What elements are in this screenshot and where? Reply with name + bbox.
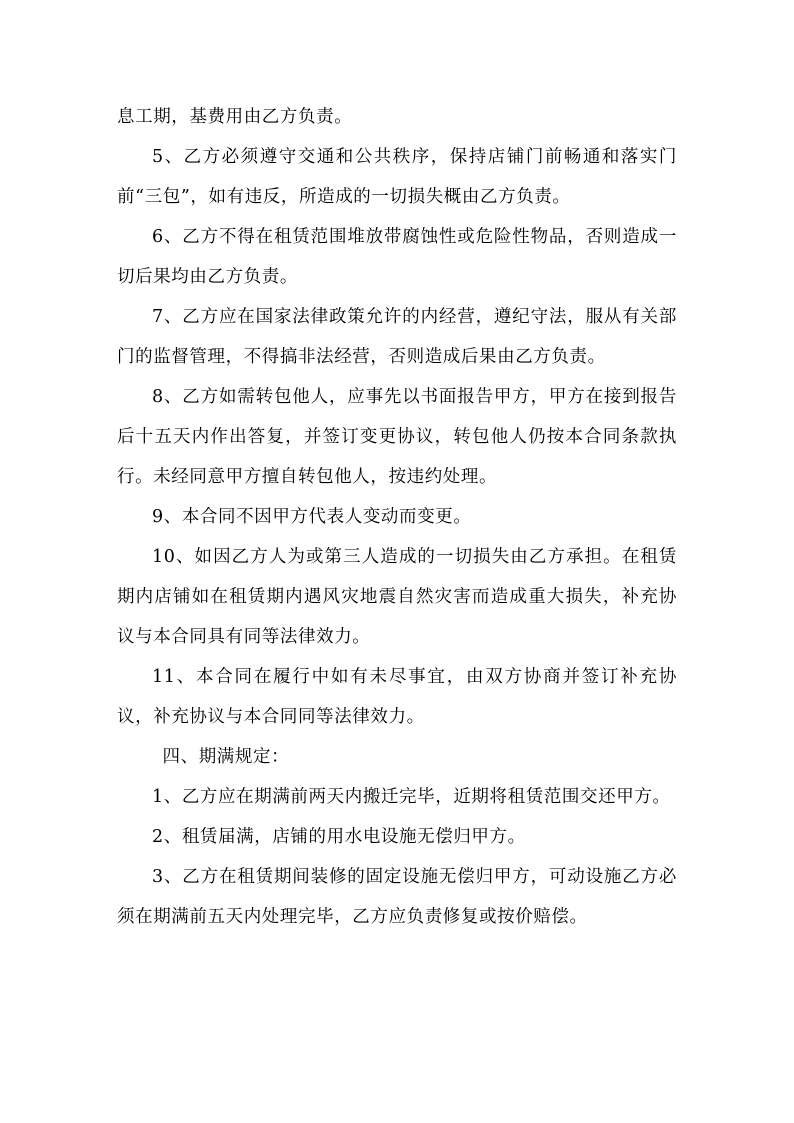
clause-7: 7、乙方应在国家法律政策允许的内经营，遵纪守法，服从有关部门的监督管理，不得搞非法经营，否则造成后果由乙方负责。 <box>117 307 677 367</box>
clause-10: 10、如因乙方人为或第三人造成的一切损失由乙方承担。在租赁期内店铺如在租赁期内遇风灾地震自然灾害而造成重大损失，补充协议与本合同具有同等法律效力。 <box>117 547 677 647</box>
expiry-clause-1: 1、乙方应在期满前两天内搬迁完毕，近期将租赁范围交还甲方。 <box>152 787 671 807</box>
expiry-clause-3: 3、乙方在租赁期间装修的固定设施无偿归甲方，可动设施乙方必须在期满前五天内处理完毕，乙方应负责修复或按价赔偿。 <box>117 867 677 927</box>
section-heading-expiry: 四、期满规定： <box>162 747 290 767</box>
clause-11: 11、本合同在履行中如有未尽事宜，由双方协商并签订补充协议，补充协议与本合同同等法律效力。 <box>117 667 677 727</box>
clause-8: 8、乙方如需转包他人，应事先以书面报告甲方，甲方在接到报告后十五天内作出答复，并签订变更协议，转包他人仍按本合同条款执行。未经同意甲方擅自转包他人，按违约处理。 <box>117 387 677 487</box>
clause-6: 6、乙方不得在租赁范围堆放带腐蚀性或危险性物品，否则造成一切后果均由乙方负责。 <box>117 227 677 287</box>
paragraph-continuation: 息工期，基费用由乙方负责。 <box>117 107 353 127</box>
expiry-clause-2: 2、租赁届满，店铺的用水电设施无偿归甲方。 <box>152 827 526 847</box>
document-body <box>117 97 677 937</box>
clause-5: 5、乙方必须遵守交通和公共秩序，保持店铺门前畅通和落实门前“三包”，如有违反，所造成的一切损失概由乙方负责。 <box>117 147 677 207</box>
clause-9: 9、本合同不因甲方代表人变动而变更。 <box>152 507 472 527</box>
